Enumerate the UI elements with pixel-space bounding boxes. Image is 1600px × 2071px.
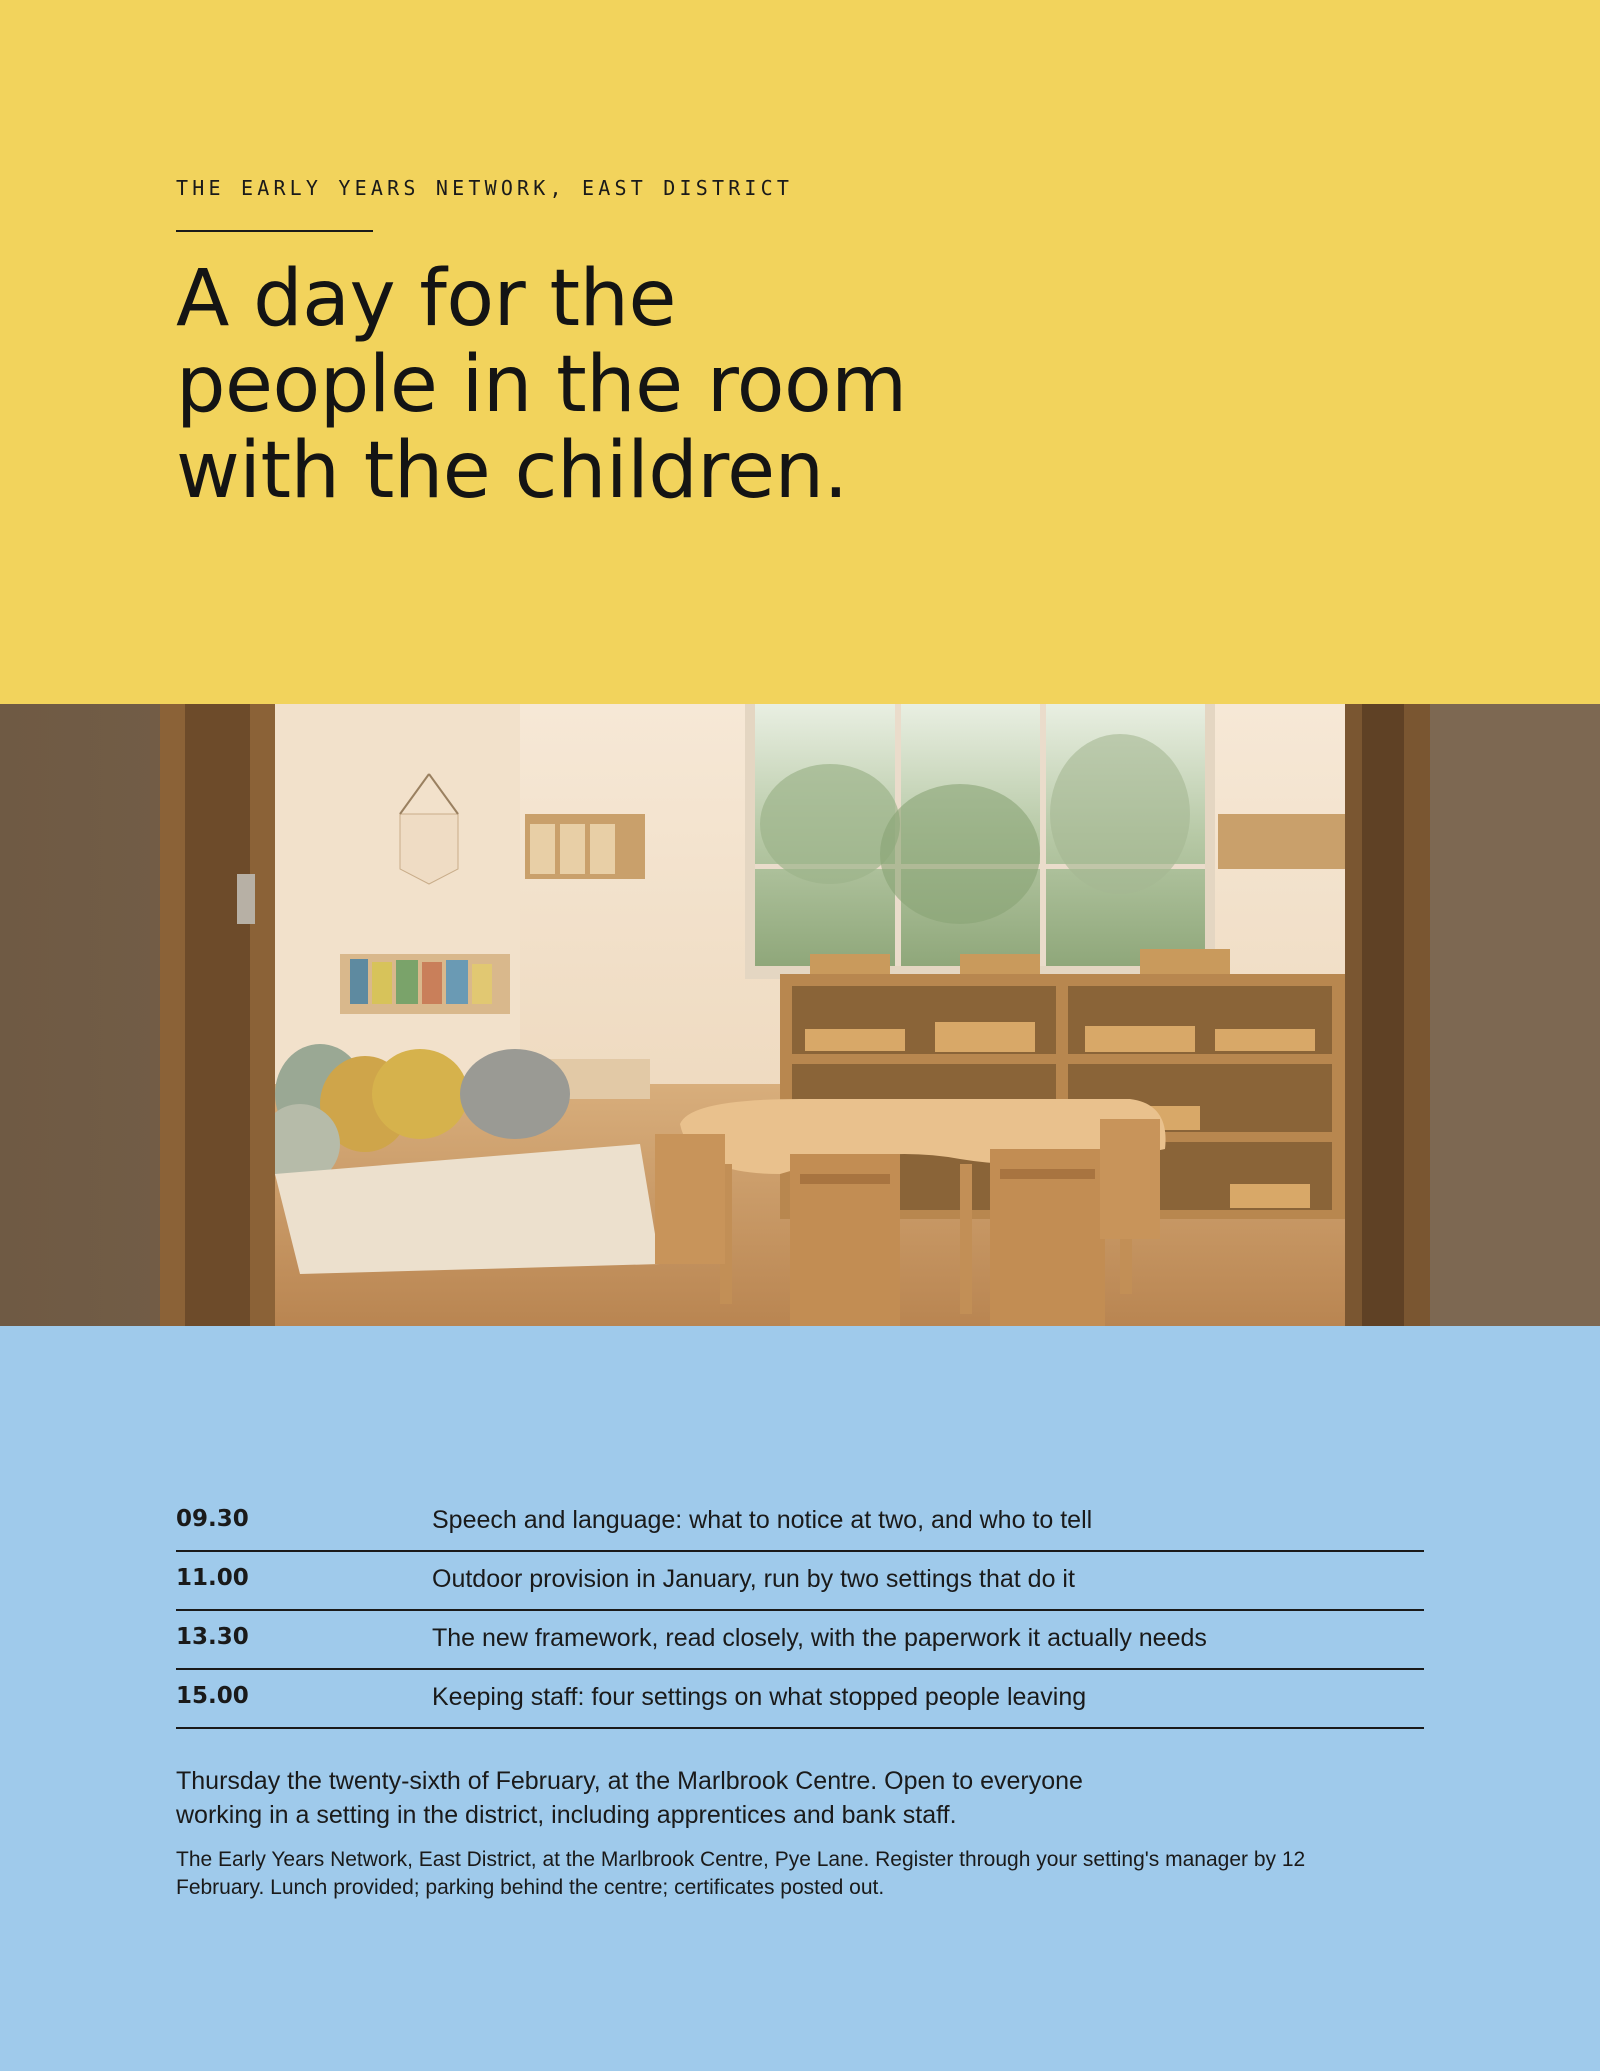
headline-line-3: with the children. bbox=[176, 426, 848, 516]
schedule-row bbox=[176, 1673, 1424, 1729]
schedule-row bbox=[176, 1614, 1424, 1670]
schedule-row bbox=[176, 1555, 1424, 1611]
session-time: 13.30 bbox=[176, 1624, 249, 1650]
event-details: The Early Years Network, East District, at the Marlbrook Centre, Pye Lane. Register through your setting's manager by 12 February. Lunch provided; parking behind the centre; certificates posted out. bbox=[176, 1848, 1306, 1899]
headline-line-1: A day for the bbox=[176, 254, 676, 344]
session-time: 09.30 bbox=[176, 1506, 249, 1532]
session-title: Keeping staff: four settings on what stopped people leaving bbox=[432, 1683, 1087, 1711]
session-title: Speech and language: what to notice at two, and who to tell bbox=[432, 1506, 1093, 1534]
schedule-row bbox=[176, 1496, 1424, 1552]
organisation-kicker: THE EARLY YEARS NETWORK, EAST DISTRICT bbox=[176, 176, 794, 200]
kicker-divider bbox=[176, 230, 373, 232]
schedule-list bbox=[176, 1496, 1424, 1732]
headline bbox=[176, 256, 1076, 514]
session-time: 11.00 bbox=[176, 1565, 249, 1591]
hero-section bbox=[0, 0, 1600, 704]
event-intro: Thursday the twenty-sixth of February, at the Marlbrook Centre. Open to everyone working in a setting in the district, including apprentices and bank staff. bbox=[176, 1767, 1083, 1829]
nursery-room-photo bbox=[0, 704, 1600, 1326]
session-title: Outdoor provision in January, run by two settings that do it bbox=[432, 1565, 1075, 1593]
session-title: The new framework, read closely, with the paperwork it actually needs bbox=[432, 1624, 1207, 1652]
headline-line-2: people in the room bbox=[176, 340, 907, 430]
session-time: 15.00 bbox=[176, 1683, 249, 1709]
